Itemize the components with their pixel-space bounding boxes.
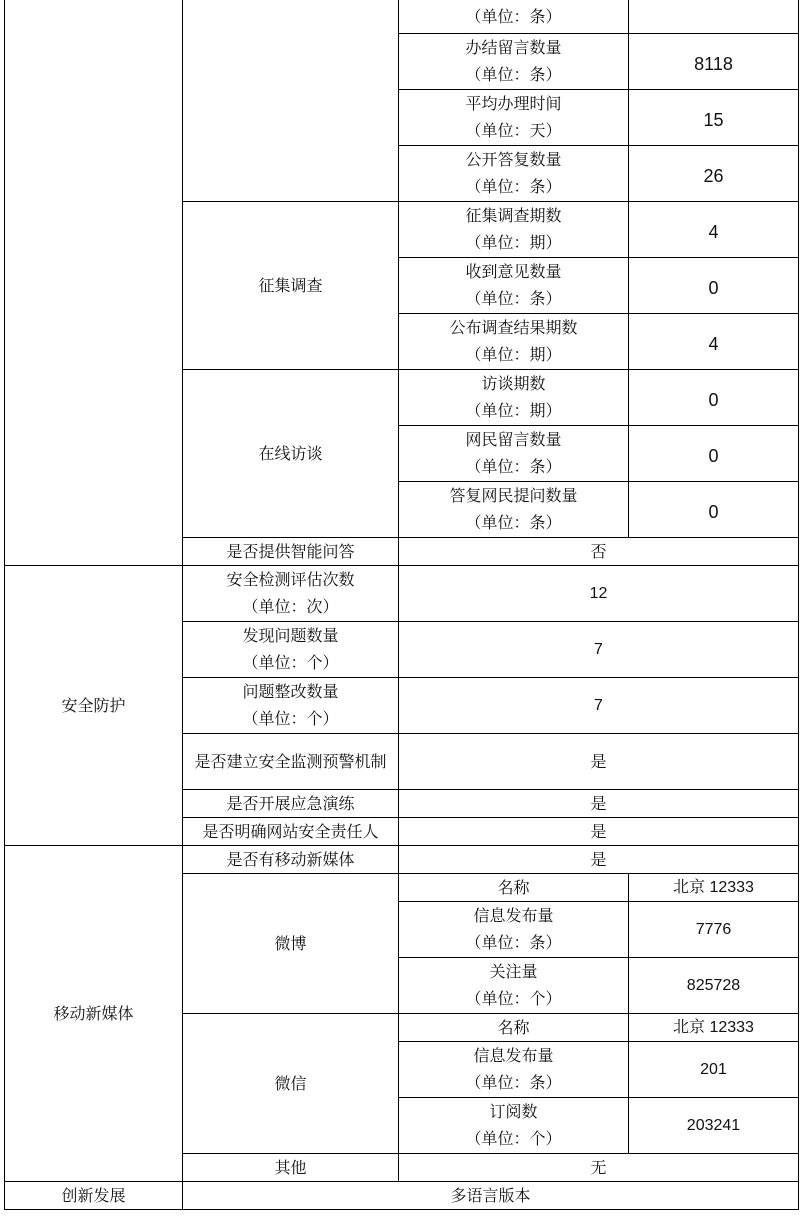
item-value: 多语言版本 [183, 1181, 799, 1209]
item-value: 7 [399, 677, 799, 733]
item-value: 12 [399, 565, 799, 621]
item-label [399, 1097, 629, 1153]
item-label: 名称 [399, 1013, 629, 1041]
label-text: 网民留言数量 [465, 430, 562, 449]
item-value: 0 [629, 257, 799, 313]
category-innovation: 创新发展 [5, 1181, 183, 1209]
item-label: 是否明确网站安全责任人 [183, 817, 399, 845]
category-cell-interaction [5, 0, 183, 565]
item-label: 是否提供智能问答 [183, 537, 399, 565]
unit-text: （单位：次） [242, 597, 339, 616]
item-label [183, 621, 399, 677]
subcategory-weibo: 微博 [183, 873, 399, 1013]
item-value: 825728 [629, 957, 799, 1013]
unit-text: （单位：天） [465, 121, 562, 140]
item-label [399, 201, 629, 257]
item-label [183, 565, 399, 621]
item-label [183, 677, 399, 733]
item-label [399, 257, 629, 313]
unit-text: （单位：期） [465, 233, 562, 252]
item-label [399, 89, 629, 145]
unit-text: （单位：条） [465, 513, 562, 532]
label-text: 访谈期数 [481, 374, 546, 393]
unit-text: （单位：条） [465, 65, 562, 84]
item-label [399, 313, 629, 369]
website-report-table [4, 0, 799, 1210]
item-value: 北京 12333 [629, 1013, 799, 1041]
item-value: 是 [399, 845, 799, 873]
label-text: 收到意见数量 [465, 262, 562, 281]
label-text: 问题整改数量 [242, 682, 339, 701]
label-text: 发现问题数量 [242, 626, 339, 645]
item-label: 其他 [183, 1153, 399, 1181]
label-text: 关注量 [489, 962, 538, 981]
label-text: 答复网民提问数量 [449, 486, 578, 505]
item-value: 15 [629, 89, 799, 145]
item-value: 4 [629, 313, 799, 369]
item-value: 是 [399, 789, 799, 817]
item-label [399, 901, 629, 957]
item-label: 是否建立安全监测预警机制 [183, 733, 399, 789]
unit-text: （单位：条） [465, 289, 562, 308]
label-text: 平均办理时间 [465, 94, 562, 113]
item-label [399, 33, 629, 89]
item-value: 4 [629, 201, 799, 257]
unit-text: （单位：条） [465, 457, 562, 476]
item-value: 201 [629, 1041, 799, 1097]
item-value: 203241 [629, 1097, 799, 1153]
unit-text: （单位：个） [242, 653, 339, 672]
table-row [5, 1181, 799, 1209]
item-label [399, 425, 629, 481]
category-security: 安全防护 [5, 565, 183, 845]
item-value: 8118 [629, 33, 799, 89]
item-value: 7 [399, 621, 799, 677]
item-value: 无 [399, 1153, 799, 1181]
subcategory-interview: 在线访谈 [183, 369, 399, 537]
item-value: 26 [629, 145, 799, 201]
item-value: 0 [629, 369, 799, 425]
unit-text: （单位：个） [242, 709, 339, 728]
category-mobile-media: 移动新媒体 [5, 845, 183, 1181]
subcategory-wechat: 微信 [183, 1013, 399, 1153]
item-label: 是否开展应急演练 [183, 789, 399, 817]
table-row [5, 845, 799, 873]
item-label: 名称 [399, 873, 629, 901]
item-label [399, 957, 629, 1013]
item-value: 7776 [629, 901, 799, 957]
label-text: 信息发布量 [473, 906, 554, 925]
label-text: 征集调查期数 [465, 206, 562, 225]
unit-text: （单位：条） [465, 6, 562, 26]
unit-text: （单位：条） [465, 933, 562, 952]
unit-text: （单位：条） [465, 1073, 562, 1092]
table-row [5, 565, 799, 621]
item-value [629, 0, 799, 33]
label-text: 信息发布量 [473, 1046, 554, 1065]
unit-text: （单位：期） [465, 401, 562, 420]
unit-text: （单位：条） [465, 177, 562, 196]
label-text: 订阅数 [489, 1102, 538, 1121]
label-text: 安全检测评估次数 [226, 570, 355, 589]
item-label: 是否有移动新媒体 [183, 845, 399, 873]
item-label [399, 0, 629, 33]
label-text: 公开答复数量 [465, 150, 562, 169]
unit-text: （单位：个） [465, 989, 562, 1008]
item-label [399, 369, 629, 425]
label-text: 办结留言数量 [465, 38, 562, 57]
item-value: 北京 12333 [629, 873, 799, 901]
label-text: 公布调查结果期数 [449, 318, 578, 337]
item-value: 是 [399, 817, 799, 845]
item-value: 0 [629, 481, 799, 537]
item-label [399, 1041, 629, 1097]
item-value: 0 [629, 425, 799, 481]
item-label [399, 481, 629, 537]
table-row [5, 0, 799, 33]
item-value: 否 [399, 537, 799, 565]
unit-text: （单位：期） [465, 345, 562, 364]
subcategory-survey: 征集调查 [183, 201, 399, 369]
subcategory-cell-message [183, 0, 399, 201]
item-value: 是 [399, 733, 799, 789]
unit-text: （单位：个） [465, 1129, 562, 1148]
item-label [399, 145, 629, 201]
